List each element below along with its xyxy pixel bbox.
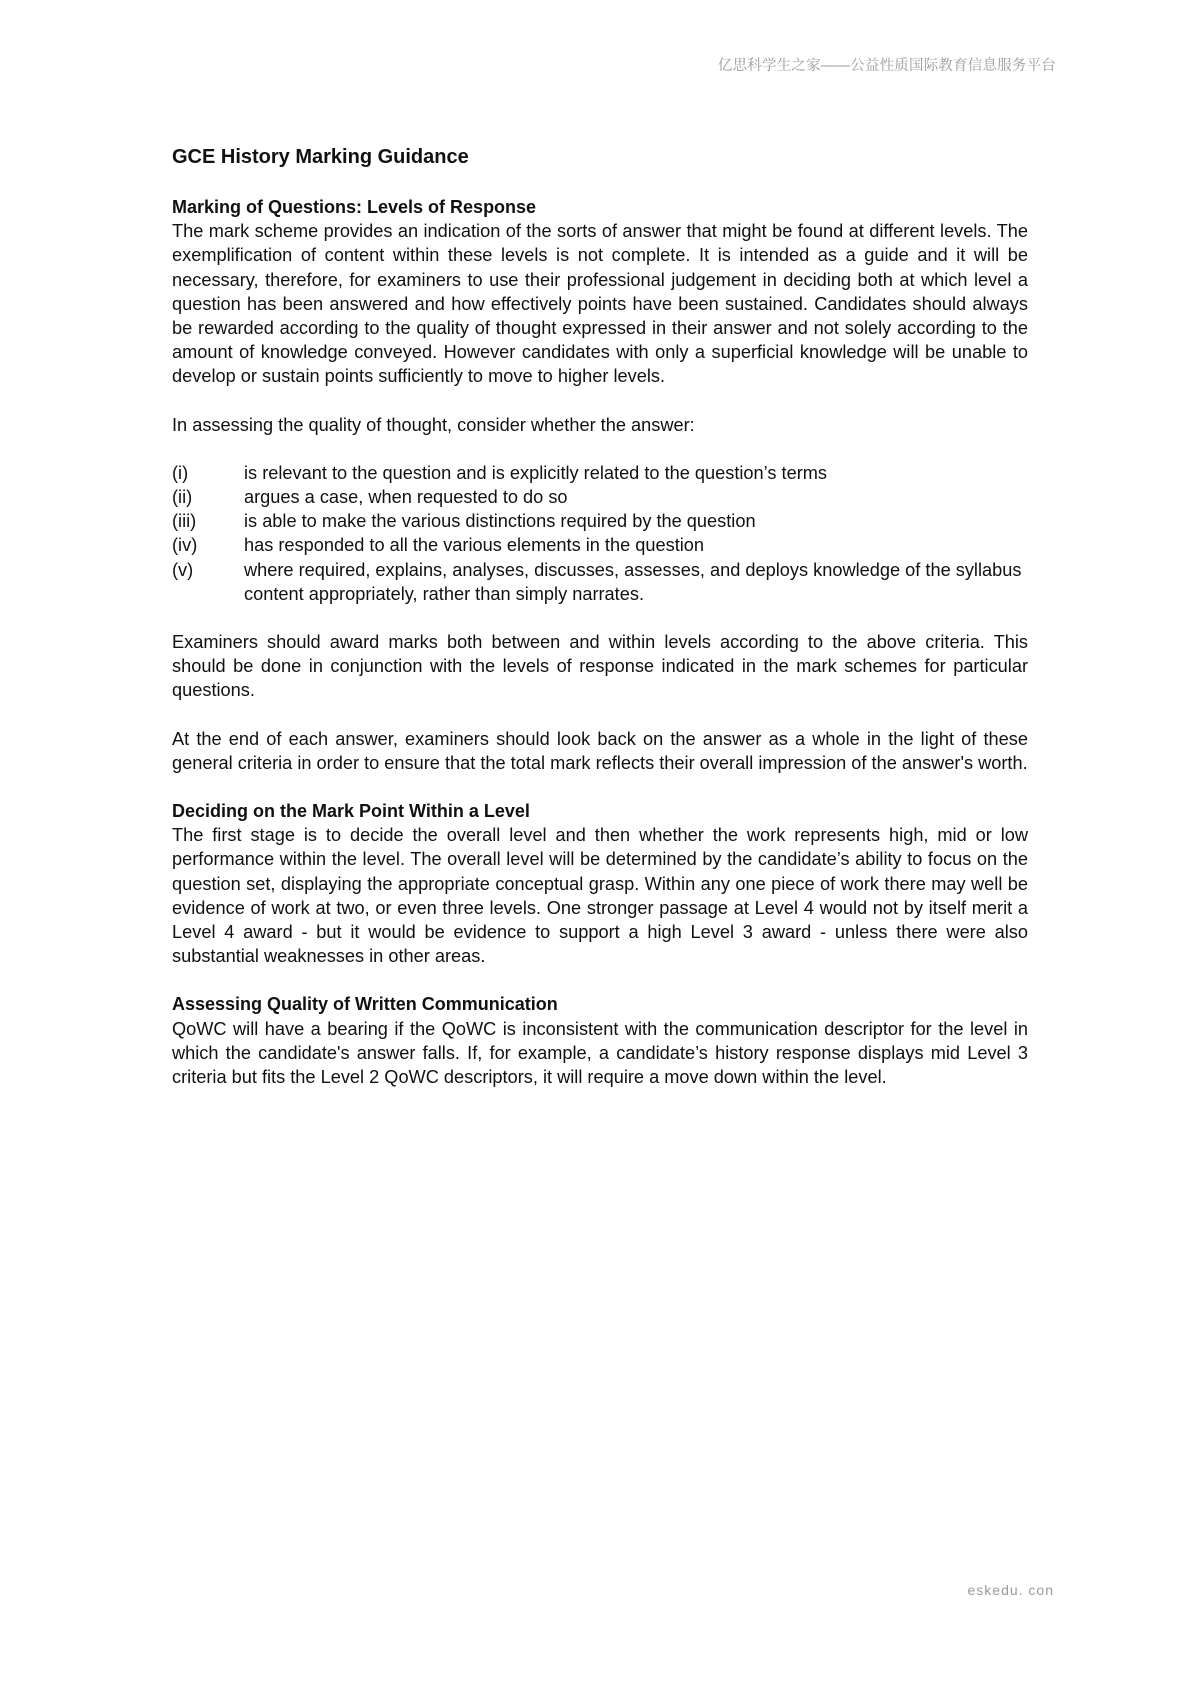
list-item-text: has responded to all the various elements in the question [244,535,705,556]
list-item [172,533,1028,557]
criteria-list [172,461,1028,606]
list-marker: (v) [172,559,194,580]
section-heading-mark-point: Deciding on the Mark Point Within a Level [172,801,530,822]
qowc-section [172,992,1028,1089]
list-item [172,509,1028,533]
header-watermark: 亿思科学生之家——公益性质国际教育信息服务平台 [717,58,1056,74]
list-marker: (iv) [172,535,198,556]
document-body [172,144,1028,1089]
footer-watermark: eskedu. con [967,1582,1054,1598]
list-item-text: is able to make the various distinctions required by the question [244,511,756,532]
levels-of-response-section [172,195,1028,775]
list-item-text: argues a case, when requested to do so [244,487,568,508]
review-paragraph: At the end of each answer, examiners should look back on the answer as a whole in the light of these general criteria in order to ensure that the total mark reflects their overall impression of the answer's worth. [172,728,1028,773]
list-marker: (iii) [172,511,197,532]
award-paragraph: Examiners should award marks both between and within levels according to the above criteria. This should be done in conjunction with the levels of response indicated in the mark schemes for particular questions. [172,632,1028,701]
quality-lead-in: In assessing the quality of thought, consider whether the answer: [172,414,695,435]
levels-intro-paragraph: The mark scheme provides an indication of the sorts of answer that might be found at different levels. The exemplification of content within these levels is not complete. It is intended as a guide and it will be necessary, therefore, for examiners to use their professional judgement in deciding both at which level a question has been answered and how effectively points have been sustained. Candidates should always be rewarded according to the quality of thought expressed in their answer and not solely according to the amount of knowledge conveyed. However candidates with only a superficial knowledge will be unable to develop or sustain points sufficiently to move to higher levels. [172,221,1028,387]
list-marker: (ii) [172,487,193,508]
mark-point-section [172,799,1028,968]
mark-point-paragraph: The first stage is to decide the overall level and then whether the work represents high, mid or low performance within the level. The overall level will be determined by the candidate’s ability to focus on the question set, displaying the appropriate conceptual grasp. Within any one piece of work there may well be evidence of work at two, or even three levels. One stronger passage at Level 4 would not by itself merit a Level 4 award - but it would be evidence to support a high Level 3 award - unless there were also substantial weaknesses in other areas. [172,825,1028,967]
list-marker: (i) [172,462,189,483]
list-item [172,558,1028,606]
qowc-paragraph: QoWC will have a bearing if the QoWC is inconsistent with the communication descriptor for the level in which the candidate's answer falls. If, for example, a candidate’s history response displays mid Level 3 criteria but fits the Level 2 QoWC descriptors, it will require a move down within the level. [172,1018,1028,1088]
list-item [172,485,1028,509]
section-heading-qowc: Assessing Quality of Written Communication [172,994,558,1015]
document-title: GCE History Marking Guidance [172,146,469,168]
section-heading-levels: Marking of Questions: Levels of Response [172,197,537,217]
list-item-text: where required, explains, analyses, discusses, assesses, and deploys knowledge of the syllabus content appropriately, rather than simply narrates. [244,559,1022,604]
list-item-text: is relevant to the question and is explicitly related to the question’s terms [244,462,827,483]
list-item [172,461,1028,485]
